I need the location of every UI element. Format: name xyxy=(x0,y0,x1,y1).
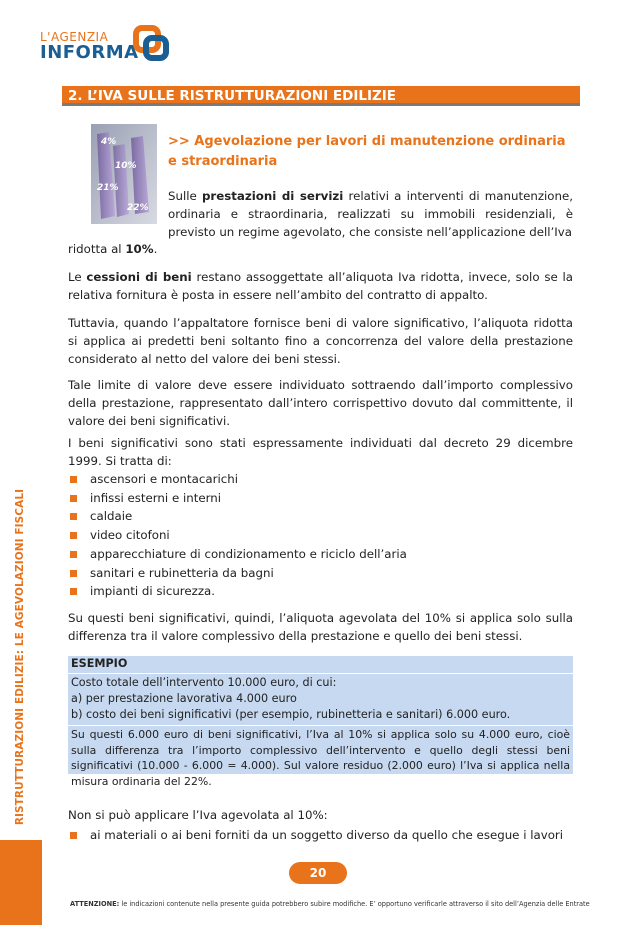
vat-rates-image xyxy=(91,124,157,224)
p1-bold-rate: 10% xyxy=(125,242,154,256)
page-number: 20 xyxy=(289,862,347,884)
logo-line1: L'AGENZIA xyxy=(40,30,109,44)
p1-tail-pre: ridotta al xyxy=(68,242,126,256)
p1-mid: relativi a interventi di manutenzione, ordinaria e straordinaria, realizzati su immobili residenziali, è previsto un regime agevolato, che consiste nell’applicazione dell’Iva xyxy=(168,189,574,239)
paragraph-6: Su questi beni significativi, quindi, l’aliquota agevolata del 10% si applica solo sulla differenza tra il valore complessivo della prestazione e quello dei beni stessi. xyxy=(68,611,573,643)
exclusions-list xyxy=(68,826,573,845)
example-divider xyxy=(68,673,573,674)
p2-pre: Le xyxy=(68,270,87,284)
agency-logo xyxy=(40,18,160,66)
footer-text: le indicazioni contenute nella presente guida potrebbero subire modifiche. E’ opportuno verificarle attraverso il sito dell’Agenzia delle Entrate xyxy=(119,900,590,908)
list-item: infissi esterni e interni xyxy=(68,489,573,508)
photo-label-22: 22% xyxy=(127,203,149,213)
p1-tail-post: . xyxy=(153,242,158,256)
significant-goods-list xyxy=(68,470,573,601)
logo-mark-icon xyxy=(132,22,172,62)
sidebar-orange-bar xyxy=(0,840,42,925)
example-divider xyxy=(68,725,573,726)
paragraph-2 xyxy=(68,268,573,304)
list-item: sanitari e rubinetteria da bagni xyxy=(68,564,573,583)
paragraph-1 xyxy=(168,187,573,241)
paragraph-4: Tale limite di valore deve essere individuato sottraendo dall’importo complessivo della prestazione, rappresentato dall’intero corrispettivo dovuto dal committente, il valore dei beni significativi. xyxy=(68,378,573,428)
list-item: apparecchiature di condizionamento e riciclo dell’aria xyxy=(68,545,573,564)
sidebar-vertical-title: RISTRUTTURAZIONI EDILIZIE: LE AGEVOLAZIONI FISCALI xyxy=(14,488,27,825)
list-item: ai materiali o ai beni forniti da un soggetto diverso da quello che esegue i lavori xyxy=(68,826,573,845)
list-item: impianti di sicurezza. xyxy=(68,582,573,601)
p2-bold: cessioni di beni xyxy=(86,270,192,284)
list-item: ascensori e montacarichi xyxy=(68,470,573,489)
sidebar-title-wrap xyxy=(2,484,38,829)
footer-label: ATTENZIONE: xyxy=(70,900,120,908)
example-body: Su questi 6.000 euro di beni significativi, l’Iva al 10% si applica solo su 4.000 euro, cioè sulla differenza tra l’importo complessivo dell’intervento e quello degli stessi beni significativi (10.000 - 6.000 = 4.000). Sul valore residuo (2.000 euro) l’Iva si applica nella misura ordinaria del 22%. xyxy=(71,728,570,788)
list-item: caldaie xyxy=(68,507,573,526)
section-title: 2. L’IVA SULLE RISTRUTTURAZIONI EDILIZIE xyxy=(62,86,580,106)
paragraph-5: I beni significativi sono stati espressamente individuati dal decreto 29 dicembre 1999. Si tratta di: xyxy=(68,436,573,468)
photo-label-10: 10% xyxy=(115,161,137,171)
example-line-2: a) per prestazione lavorativa 4.000 euro xyxy=(71,692,297,705)
photo-label-21: 21% xyxy=(97,183,119,193)
sidebar xyxy=(0,0,42,925)
p1-pre: Sulle xyxy=(168,189,202,203)
example-box xyxy=(68,656,573,788)
footer-notice xyxy=(70,900,590,908)
example-line-3: b) costo dei beni significativi (per esempio, rubinetteria e sanitari) 6.000 euro. xyxy=(71,708,511,721)
paragraph-3: Tuttavia, quando l’appaltatore fornisce beni di valore significativo, l’aliquota ridotta si applica ai predetti beni soltanto fino a concorrenza del valore della prestazione considerato al netto del valore dei beni stessi. xyxy=(68,316,573,366)
p1-bold-services: prestazioni di servizi xyxy=(201,189,344,203)
example-heading: ESEMPIO xyxy=(71,657,128,670)
list-item: video citofoni xyxy=(68,526,573,545)
example-line-1: Costo totale dell’intervento 10.000 euro, di cui: xyxy=(71,676,337,689)
photo-label-4: 4% xyxy=(101,137,117,147)
paragraph-7: Non si può applicare l’Iva agevolata al 10%: xyxy=(68,808,328,822)
subheading: >> Agevolazione per lavori di manutenzione ordinaria e straordinaria xyxy=(168,134,566,169)
p2-post: restano assoggettate all’aliquota Iva ridotta, invece, solo se la relativa fornitura è posta in essere nell’ambito del contratto di appalto. xyxy=(68,270,574,302)
paragraph-1-tail xyxy=(68,240,573,258)
logo-line2: INFORMA xyxy=(40,42,139,63)
